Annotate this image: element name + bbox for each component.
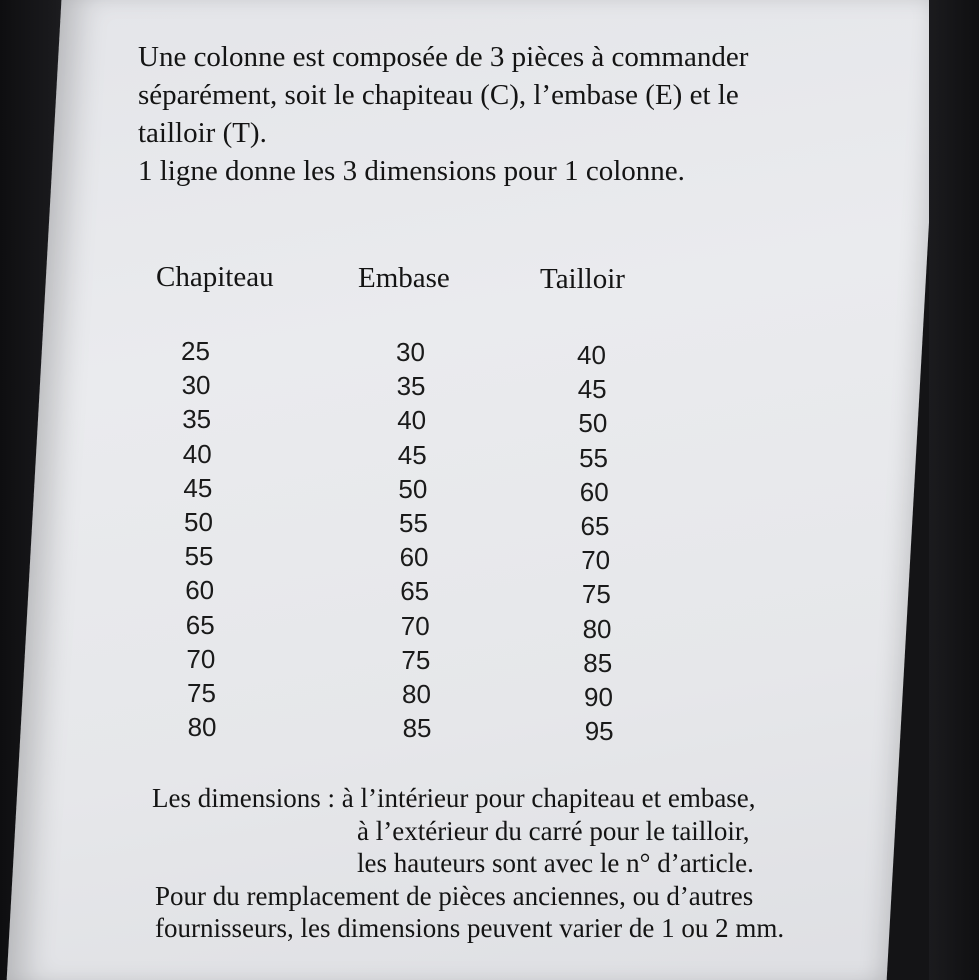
table-cell-chapiteau: 35 bbox=[182, 404, 212, 435]
table-cell-chapiteau: 55 bbox=[184, 541, 214, 572]
notes-line-5: fournisseurs, les dimensions peuvent varier de 1 ou 2 mm. bbox=[155, 913, 785, 943]
table-cell-embase: 45 bbox=[397, 439, 427, 470]
table-cell-tailloir: 40 bbox=[577, 340, 606, 370]
intro-line-4: 1 ligne donne les 3 dimensions pour 1 colonne. bbox=[138, 155, 685, 187]
table-cell-embase: 85 bbox=[402, 713, 432, 744]
intro-paragraph bbox=[138, 38, 858, 190]
notes-line-1: Les dimensions : à l’intérieur pour chapiteau et embase, bbox=[152, 783, 756, 813]
header-embase: Embase bbox=[358, 262, 450, 294]
table-cell-embase: 70 bbox=[400, 610, 430, 641]
table-cell-embase: 50 bbox=[398, 473, 428, 504]
table-cell-chapiteau: 60 bbox=[185, 575, 215, 606]
table-cell-embase: 75 bbox=[401, 644, 431, 675]
intro-line-2: séparément, soit le chapiteau (C), l’embase (E) et le bbox=[138, 79, 739, 111]
header-tailloir: Tailloir bbox=[540, 263, 625, 295]
table-cell-chapiteau: 30 bbox=[181, 370, 211, 401]
table-cell-tailloir: 55 bbox=[579, 442, 609, 473]
table-cell-embase: 55 bbox=[399, 508, 428, 538]
table-cell-chapiteau: 25 bbox=[181, 336, 210, 366]
table-cell-chapiteau: 65 bbox=[185, 609, 215, 640]
table-cell-tailloir: 65 bbox=[580, 511, 610, 541]
table-cell-embase: 35 bbox=[396, 371, 426, 402]
table-cell-chapiteau: 75 bbox=[187, 678, 216, 708]
table-cell-embase: 60 bbox=[399, 542, 429, 573]
table-cell-tailloir: 60 bbox=[579, 476, 609, 507]
intro-line-1: Une colonne est composée de 3 pièces à commander bbox=[138, 41, 749, 73]
table-cell-embase: 30 bbox=[396, 337, 425, 367]
table-cell-tailloir: 50 bbox=[578, 408, 608, 439]
table-cell-chapiteau: 40 bbox=[182, 438, 212, 469]
notes-line-2: à l’extérieur du carré pour le tailloir, bbox=[357, 816, 750, 846]
table-cell-tailloir: 80 bbox=[582, 613, 612, 644]
table-cell-chapiteau: 50 bbox=[184, 507, 213, 537]
table-cell-chapiteau: 80 bbox=[187, 712, 217, 743]
notes-line-4: Pour du remplacement de pièces anciennes, ou d’autres bbox=[155, 881, 754, 911]
table-cell-embase: 65 bbox=[400, 576, 430, 607]
table-cell-tailloir: 95 bbox=[584, 716, 614, 747]
table-cell-tailloir: 90 bbox=[584, 682, 613, 712]
table-cell-embase: 40 bbox=[397, 405, 427, 436]
table-cell-tailloir: 45 bbox=[577, 374, 607, 405]
table-cell-chapiteau: 70 bbox=[186, 643, 216, 674]
intro-line-3: tailloir (T). bbox=[138, 117, 267, 149]
table-cell-tailloir: 85 bbox=[583, 647, 613, 678]
table-cell-embase: 80 bbox=[402, 679, 431, 709]
table-cell-tailloir: 75 bbox=[581, 579, 611, 610]
notes-line-3: les hauteurs sont avec le n° d’article. bbox=[357, 848, 754, 878]
header-chapiteau: Chapiteau bbox=[156, 261, 274, 293]
table-cell-tailloir: 70 bbox=[581, 545, 611, 576]
table-cell-chapiteau: 45 bbox=[183, 472, 213, 503]
